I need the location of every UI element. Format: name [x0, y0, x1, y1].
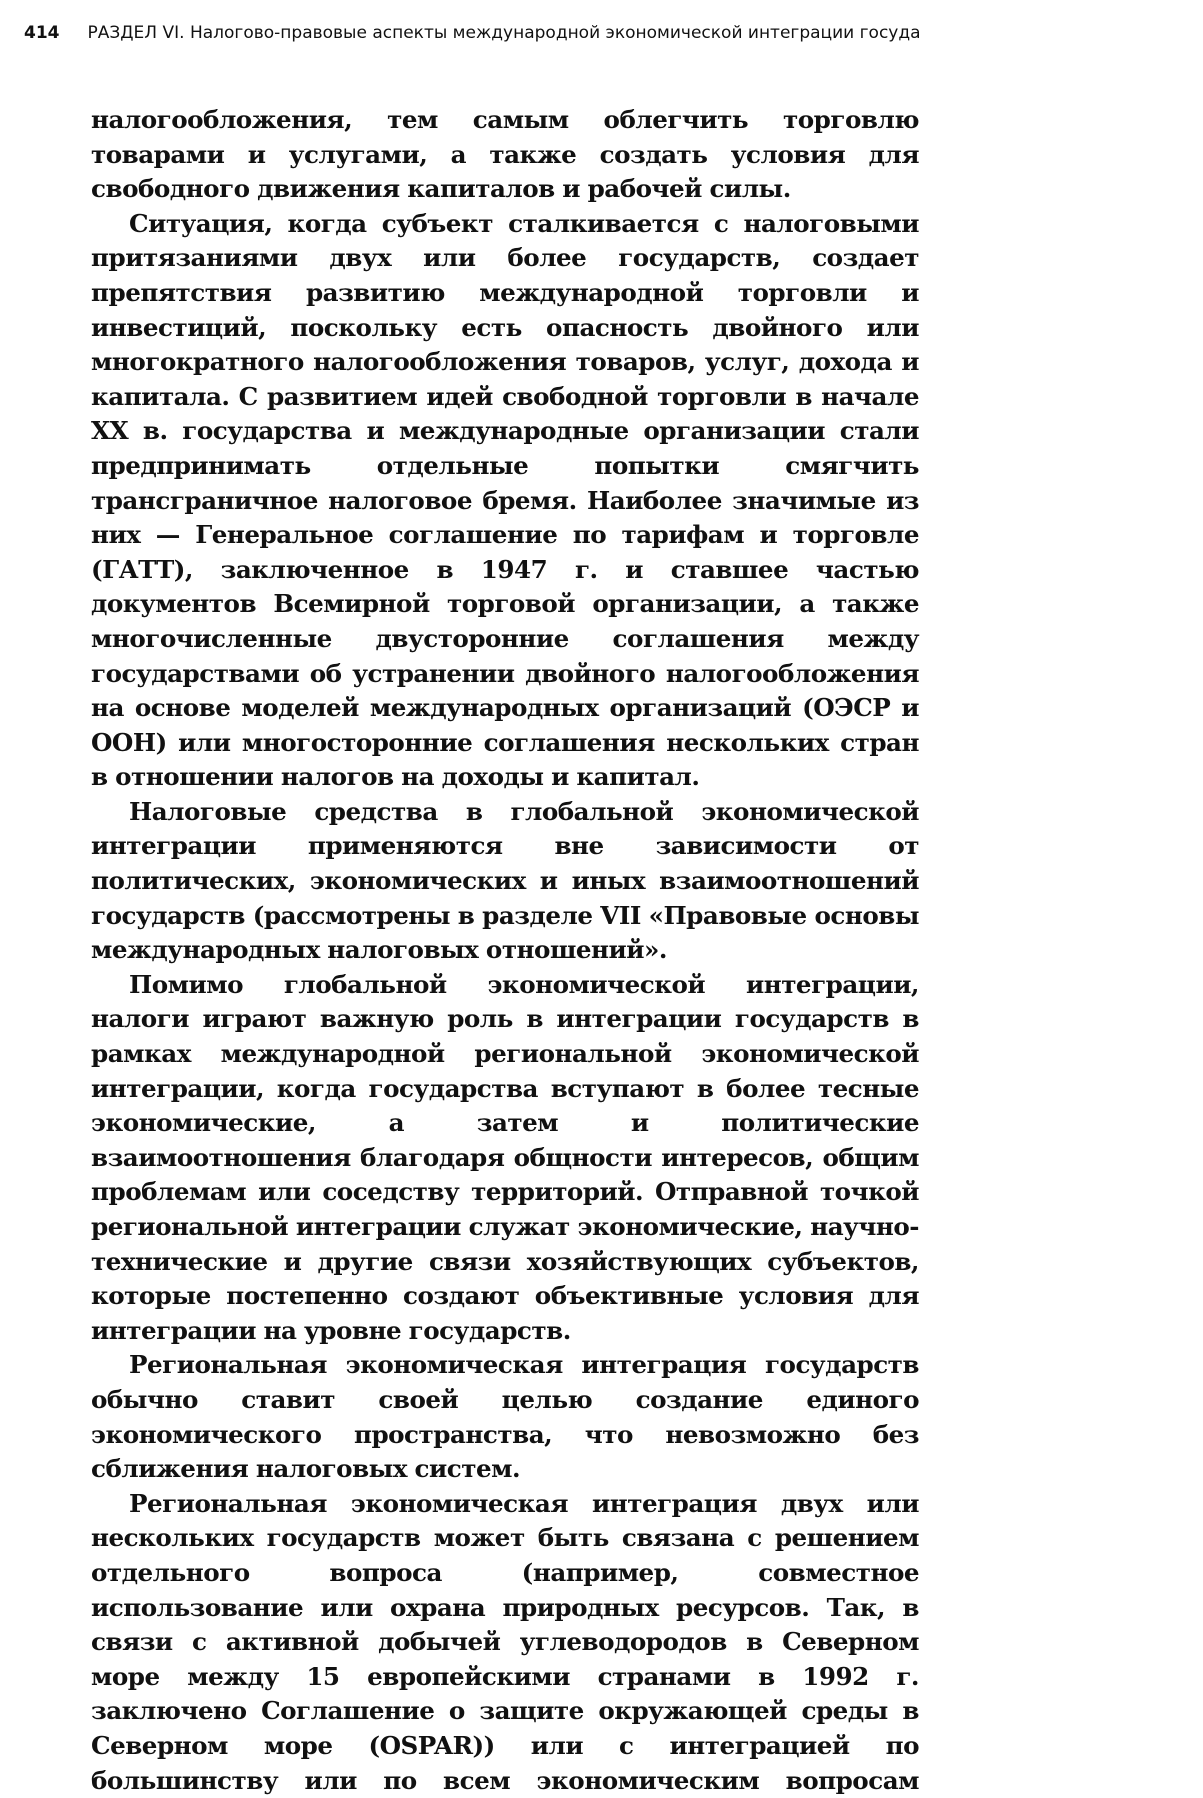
paragraph-1: налогообложения, тем самым облегчить торговлю товарами и услугами, а также создать условия для свободного движения капиталов и рабочей силы. [91, 105, 919, 204]
body-text [91, 103, 919, 1798]
paragraph-4-lead: Помимо глобальной экономической интеграции, налоги играют важную роль в интеграции государств в рамках [91, 969, 919, 1069]
paragraph-6: Региональная экономическая интеграция двух или нескольких государств может быть связана с решением отдельного вопроса (например, совместное использование или охрана природных ресурсов. Так, в связи с активной добычей углеводородов в Северном море между 15 европейскими странами в 1992 г. заключено Соглашение о защите окружающей среды в Северном море (OSPAR)) или с интеграцией по большинству или по всем экономическим вопросам [91, 1488, 919, 1795]
paragraph-2: Ситуация, когда субъект сталкивается с налоговыми притязаниями двух или более государств, создает препятствия развитию международной торговли и инвестиций, поскольку есть опасность двойного или многократного налогообложения товаров, услуг, дохода и капитала. С развитием идей свободной торговли в начале XX в. государства и международные организации стали предпринимать отдельные попытки смягчить трансграничное налоговое бремя. Наиболее значимые из них — Генеральное соглашение по тарифам и торговле (ГАТТ), заключенное в 1947 г. и ставшее частью документов Всемирной торговой организации, а также многочисленные двусторонние соглашения между государствами об устранении двойного налогообложения на основе моделей международных организаций (ОЭСР и ООН) или многосторонние соглашения нескольких стран в отношении налогов на доходы и капитал. [91, 208, 919, 792]
emphasized-term: международной региональной экономической интеграции [91, 1039, 920, 1103]
paragraph-4-tail: , когда государства вступают в более тесные экономические, а затем и политические взаимоотношения благодаря общности интересов, общим проблемам или соседству территорий. Отправной точкой региональной интеграции служат экономические, научно-технические и другие связи хозяйствующих субъектов, которые постепенно создают объективные условия для интеграции на уровне государств. [91, 1073, 919, 1345]
paragraph-4 [91, 968, 919, 1349]
paragraph-5: Региональная экономическая интеграция государств обычно ставит своей целью создание единого экономического пространства, что невозможно без сближения налоговых систем. [91, 1350, 919, 1484]
section-title: РАЗДЕЛ VI. Налогово-правовые аспекты международной экономической интеграции госуда [87, 23, 921, 43]
paragraph-3: Налоговые средства в глобальной экономической интеграции применяются вне зависимости от политических, экономических и иных взаимоотношений государств (рассмотрены в разделе VII «Правовые основы международных налоговых отношений». [91, 796, 919, 965]
running-header [24, 20, 1184, 46]
page-number: 414 [24, 23, 60, 43]
